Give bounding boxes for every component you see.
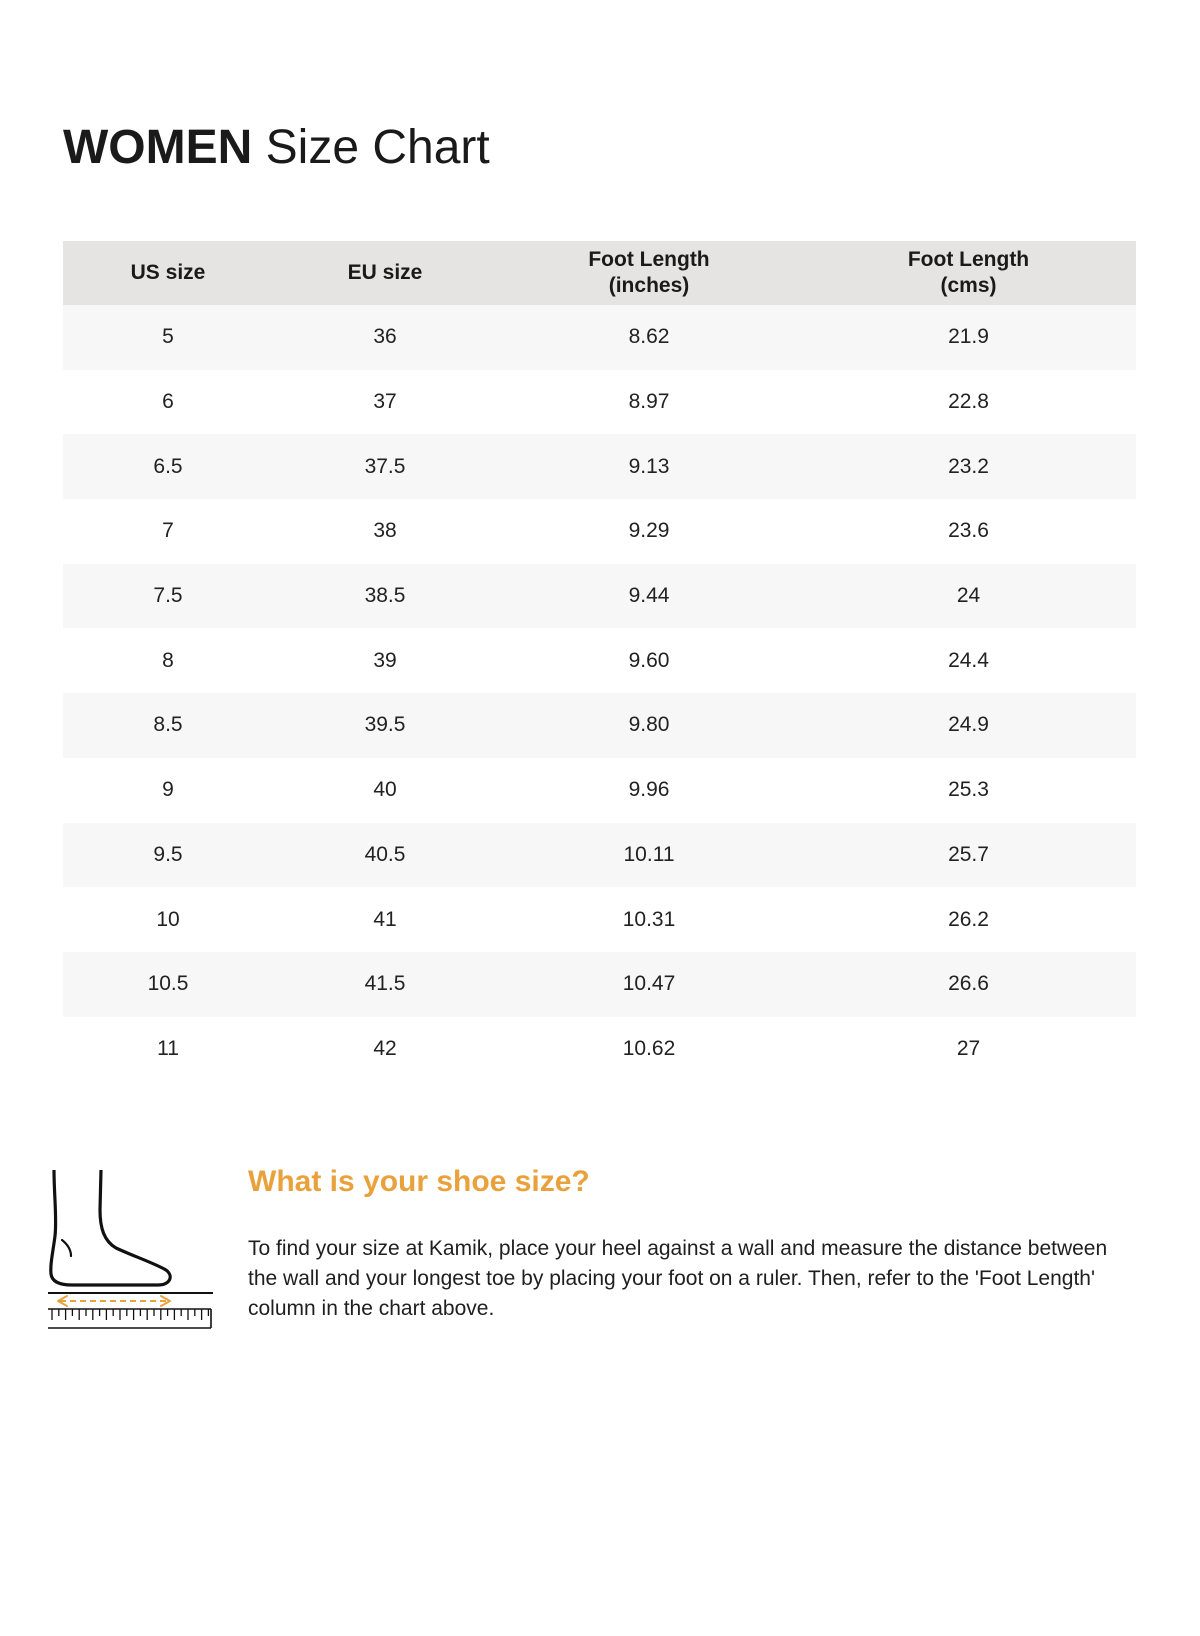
header-foot-length-cms-line1: Foot Length (907, 248, 1030, 271)
us-size-cell: 6 (162, 390, 174, 414)
table-header-row (63, 241, 1136, 305)
eu-size-cell: 40.5 (364, 842, 406, 866)
foot-length-inches-cell: 9.80 (628, 713, 670, 737)
foot-length-cms-cell: 24.9 (948, 713, 989, 737)
us-size-cell: 10 (156, 907, 180, 931)
foot-length-cms-cell: 23.6 (948, 519, 989, 543)
eu-size-cell: 39.5 (364, 713, 406, 737)
us-size-cell: 9.5 (153, 842, 183, 866)
header-foot-length-inches-line1: Foot Length (588, 248, 710, 271)
eu-size-cell: 37 (373, 390, 397, 414)
page-title (63, 118, 490, 178)
foot-length-inches-cell: 9.44 (628, 584, 670, 608)
eu-size-cell: 41 (373, 907, 397, 931)
foot-length-cms-cell: 25.7 (948, 842, 989, 866)
foot-length-cms-cell: 26.6 (948, 972, 989, 996)
foot-length-inches-cell: 10.47 (622, 972, 676, 996)
foot-length-cms-cell: 25.3 (948, 778, 989, 802)
foot-length-cms-cell: 26.2 (948, 907, 989, 931)
eu-size-cell: 39 (373, 648, 397, 672)
table-row (63, 887, 1136, 952)
table-row (63, 693, 1136, 758)
eu-size-cell: 41.5 (364, 972, 406, 996)
us-size-cell: 7.5 (153, 584, 183, 608)
foot-length-inches-cell: 9.29 (628, 519, 670, 543)
table-row (63, 370, 1136, 435)
page-title-bold: WOMEN (63, 121, 253, 174)
foot-length-cms-cell: 24.4 (948, 648, 989, 672)
foot-length-cms-cell: 22.8 (948, 390, 989, 414)
table-row (63, 628, 1136, 693)
table-row (63, 499, 1136, 564)
foot-length-cms-cell: 23.2 (948, 454, 989, 478)
header-foot-length-inches (497, 241, 801, 305)
eu-size-cell: 40 (373, 778, 397, 802)
header-eu-size-label: EU size (347, 261, 423, 284)
foot-ruler-icon (48, 1170, 218, 1332)
page-title-regular: Size Chart (265, 121, 490, 174)
size-chart-table (63, 241, 1136, 1081)
shoe-size-instructions: To find your size at Kamik, place your heel against a wall and measure the distance between the wall and your longest toe by placing your foot on a ruler. Then, refer to the 'Foot Length' column in the chart above. (248, 1237, 1108, 1320)
header-foot-length-cms-line2: (cms) (940, 274, 997, 297)
foot-length-inches-cell: 8.97 (628, 390, 670, 414)
eu-size-cell: 38.5 (364, 584, 406, 608)
us-size-cell: 10.5 (147, 972, 189, 996)
us-size-cell: 11 (157, 1036, 179, 1060)
table-row (63, 1017, 1136, 1082)
eu-size-cell: 38 (373, 519, 397, 543)
eu-size-cell: 36 (373, 325, 397, 349)
us-size-cell: 6.5 (153, 454, 183, 478)
foot-length-inches-cell: 9.96 (628, 778, 670, 802)
foot-length-inches-cell: 8.62 (628, 325, 670, 349)
foot-length-inches-cell: 10.62 (622, 1036, 676, 1060)
eu-size-cell: 42 (373, 1036, 397, 1060)
foot-length-cms-cell: 27 (956, 1036, 981, 1060)
table-header (63, 241, 1136, 305)
header-foot-length-cms (801, 241, 1136, 305)
header-us-size-label: US size (130, 261, 206, 284)
header-foot-length-inches-line2: (inches) (608, 274, 690, 297)
table-row (63, 305, 1136, 370)
table-row (63, 564, 1136, 629)
table-row (63, 758, 1136, 823)
header-us-size (63, 241, 273, 305)
foot-length-cms-cell: 21.9 (948, 325, 989, 349)
us-size-cell: 9 (162, 778, 174, 802)
foot-length-inches-cell: 10.31 (622, 907, 676, 931)
foot-length-inches-cell: 9.60 (628, 648, 670, 672)
foot-length-cms-cell: 24 (956, 584, 981, 608)
table-row (63, 434, 1136, 499)
foot-length-inches-cell: 10.11 (623, 842, 675, 866)
table-body (63, 305, 1136, 1081)
us-size-cell: 5 (162, 325, 174, 349)
eu-size-cell: 37.5 (364, 454, 406, 478)
us-size-cell: 8.5 (153, 713, 183, 737)
header-eu-size (273, 241, 497, 305)
shoe-size-heading: What is your shoe size? (248, 1165, 590, 1198)
table-row (63, 823, 1136, 888)
table-row (63, 952, 1136, 1017)
us-size-cell: 7 (162, 519, 174, 543)
foot-length-inches-cell: 9.13 (628, 454, 670, 478)
us-size-cell: 8 (162, 648, 174, 672)
